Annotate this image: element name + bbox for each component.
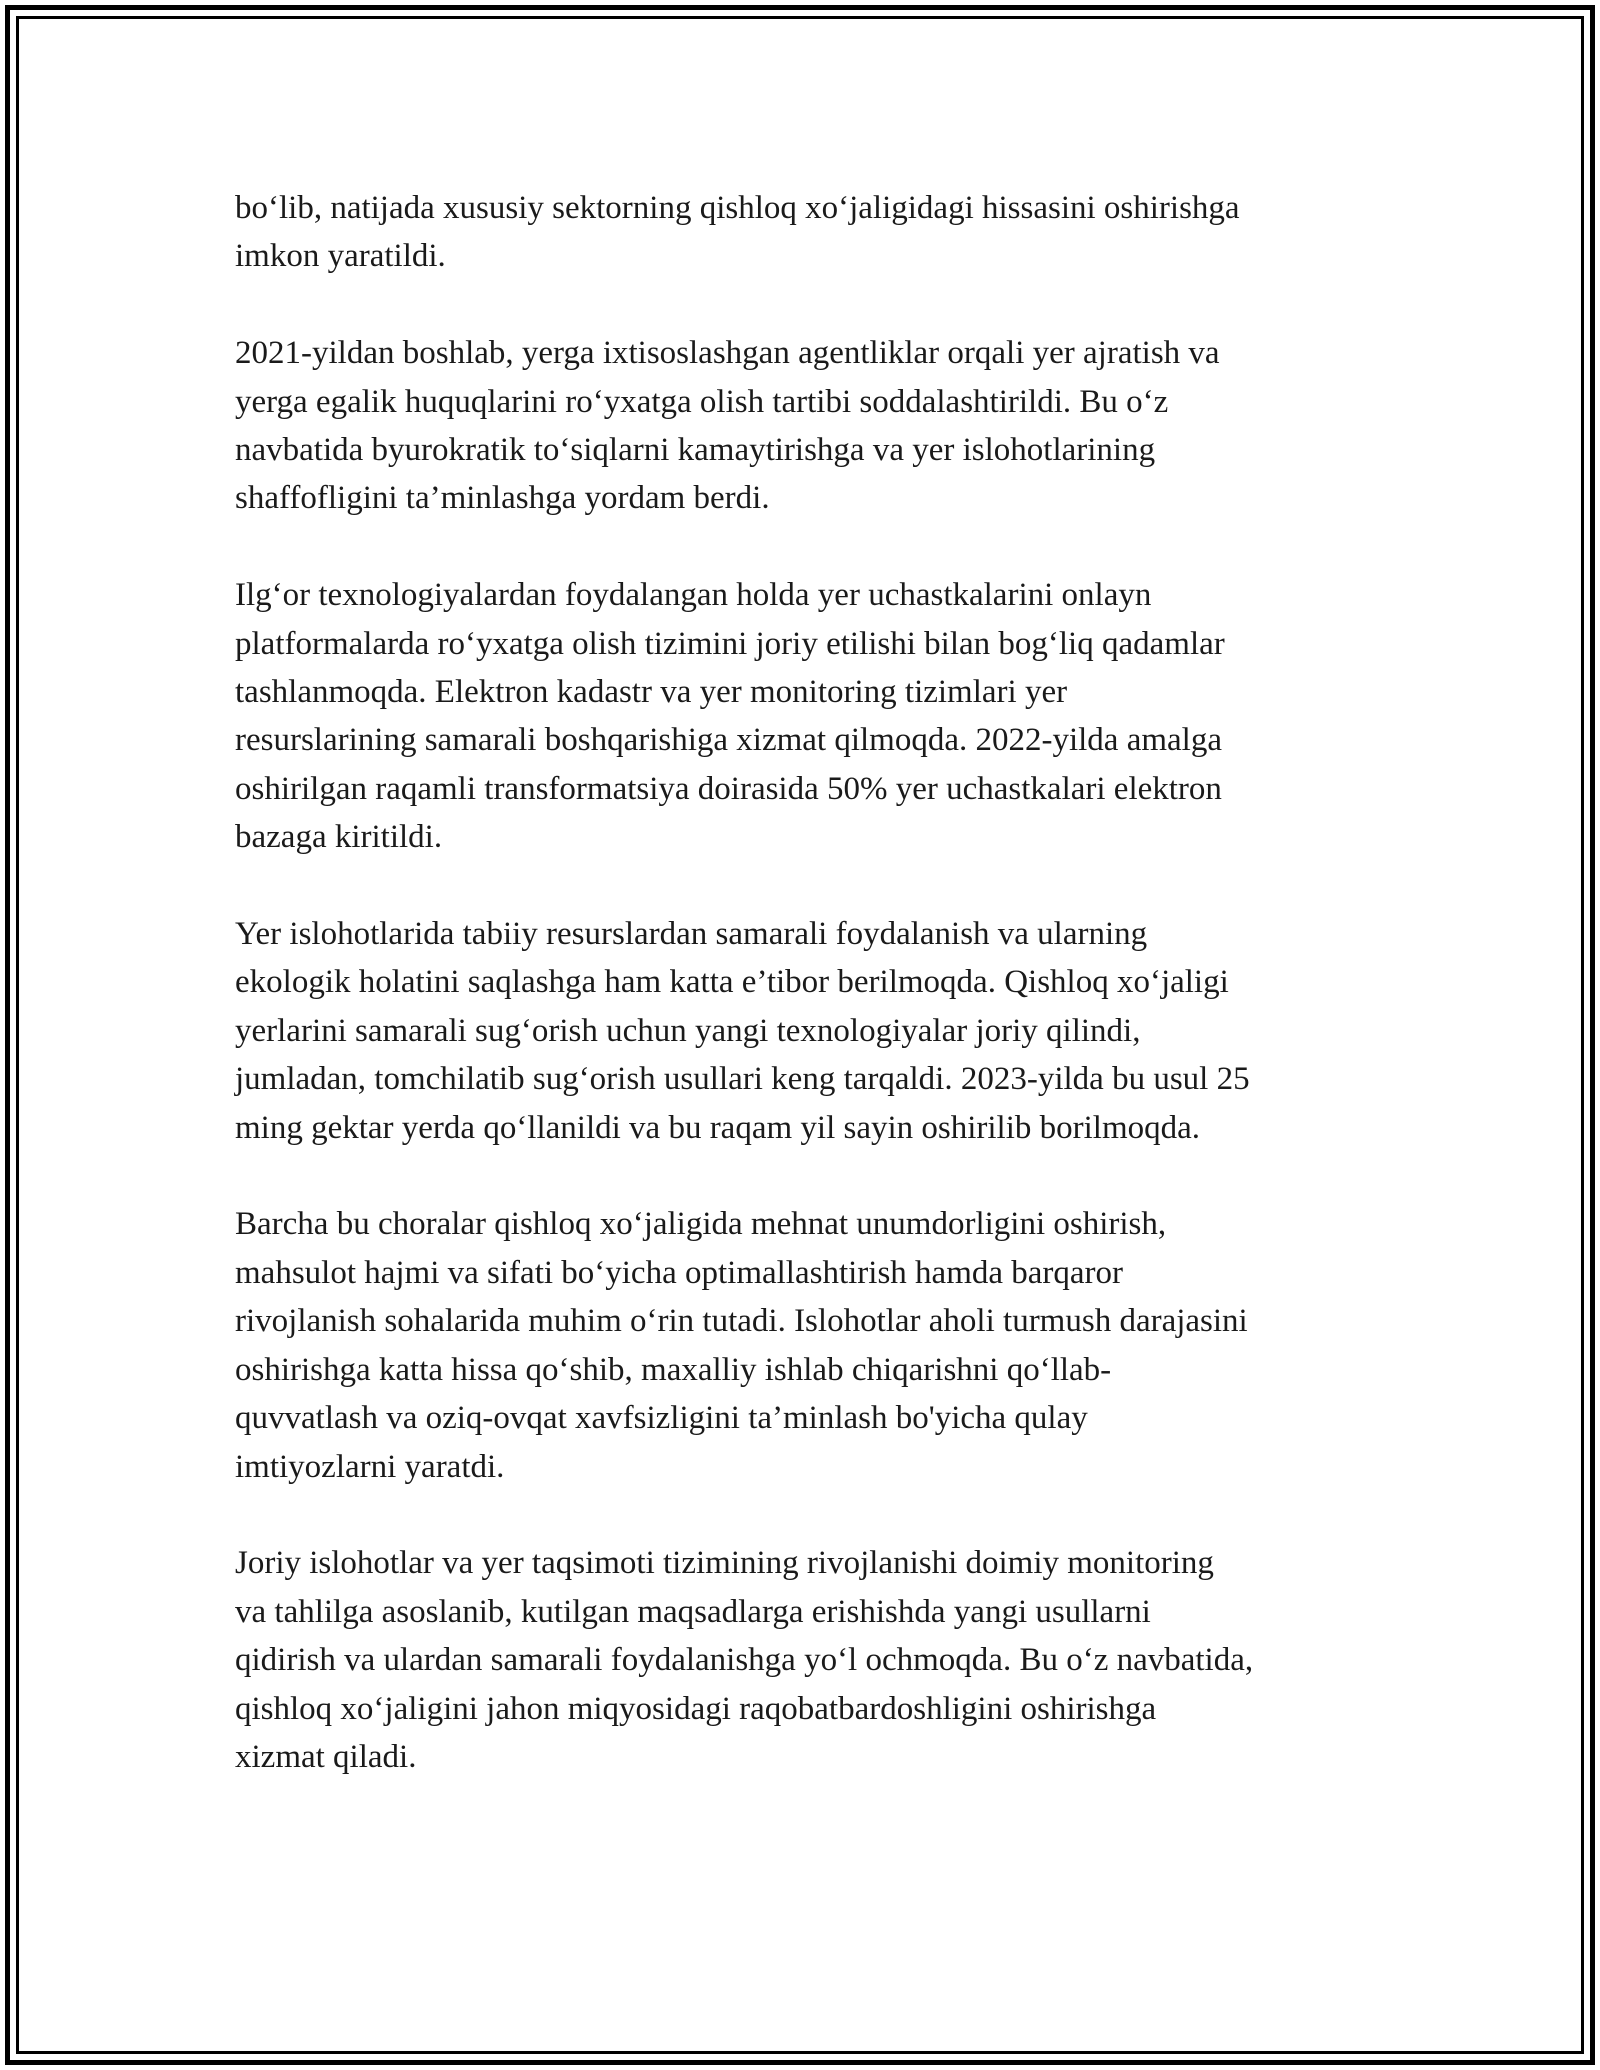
text-line: 2021-yildan boshlab, yerga ixtisoslashgan agentliklar orqali yer ajratish va [235,335,1220,372]
text-line: oshirishga katta hissa qo‘shib, maxalliy ishlab chiqarishni qo‘llab- [235,1351,1112,1388]
text-line: mahsulot hajmi va sifati bo‘yicha optimallashtirish hamda barqaror [235,1254,1124,1291]
paragraph [235,329,1375,523]
paragraph [235,571,1375,861]
text-line: jumladan, tomchilatib sug‘orish usullari keng tarqaldi. 2023-yilda bu usul 25 [235,1061,1250,1098]
text-line: xizmat qiladi. [235,1738,417,1775]
text-line: Joriy islohotlar va yer taqsimoti tizimining rivojlanishi doimiy monitoring [235,1545,1214,1582]
text-line: rivojlanish sohalarida muhim o‘rin tutadi. Islohotlar aholi turmush darajasini [235,1303,1248,1340]
text-line: bazaga kiritildi. [235,819,443,856]
text-line: navbatida byurokratik to‘siqlarni kamaytirishga va yer islohotlarining [235,432,1156,469]
text-line: shaffofligini ta’minlashga yordam berdi. [235,480,770,517]
text-line: imtiyozlarni yaratdi. [235,1448,505,1485]
text-line: ming gektar yerda qo‘llanildi va bu raqam yil sayin oshirilib borilmoqda. [235,1109,1201,1146]
text-line: quvvatlash va oziq-ovqat xavfsizligini ta’minlash bo'yicha qulay [235,1400,1088,1437]
text-line: Barcha bu choralar qishloq xo‘jaligida mehnat unumdorligini oshirish, [235,1206,1167,1243]
paragraph [235,910,1375,1152]
text-line: qishloq xo‘jaligini jahon miqyosidagi raqobatbardoshligini oshirishga [235,1690,1157,1727]
text-line: Ilg‘or texnologiyalardan foydalangan holda yer uchastkalarini onlayn [235,577,1152,614]
text-line: Yer islohotlarida tabiiy resurslardan samarali foydalanish va ularning [235,916,1148,953]
text-line: ekologik holatini saqlashga ham katta e’tibor berilmoqda. Qishloq xo‘jaligi [235,964,1229,1001]
text-line: platformalarda ro‘yxatga olish tizimini joriy etilishi bilan bog‘liq qadamlar [235,625,1225,662]
text-line: yerga egalik huquqlarini ro‘yxatga olish tartibi soddalashtirildi. Bu o‘z [235,383,1169,420]
text-line: oshirilgan raqamli transformatsiya doirasida 50% yer uchastkalari elektron [235,770,1222,807]
text-line: yerlarini samarali sug‘orish uchun yangi texnologiyalar joriy qilindi, [235,1012,1141,1049]
paragraph [235,1200,1375,1490]
paragraph [235,1539,1375,1781]
paragraph [235,184,1375,281]
text-line: qidirish va ulardan samarali foydalanishga yo‘l ochmoqda. Bu o‘z navbatida, [235,1642,1254,1679]
text-line: tashlanmoqda. Elektron kadastr va yer monitoring tizimlari yer [235,674,1068,711]
text-line: va tahlilga asoslanib, kutilgan maqsadlarga erishishda yangi usullarni [235,1593,1151,1630]
text-line: resurslarining samarali boshqarishiga xizmat qilmoqda. 2022-yilda amalga [235,722,1222,759]
text-line: imkon yaratildi. [235,238,446,275]
document-body [235,184,1375,1830]
text-line: bo‘lib, natijada xususiy sektorning qishloq xo‘jaligidagi hissasini oshirishga [235,190,1240,226]
